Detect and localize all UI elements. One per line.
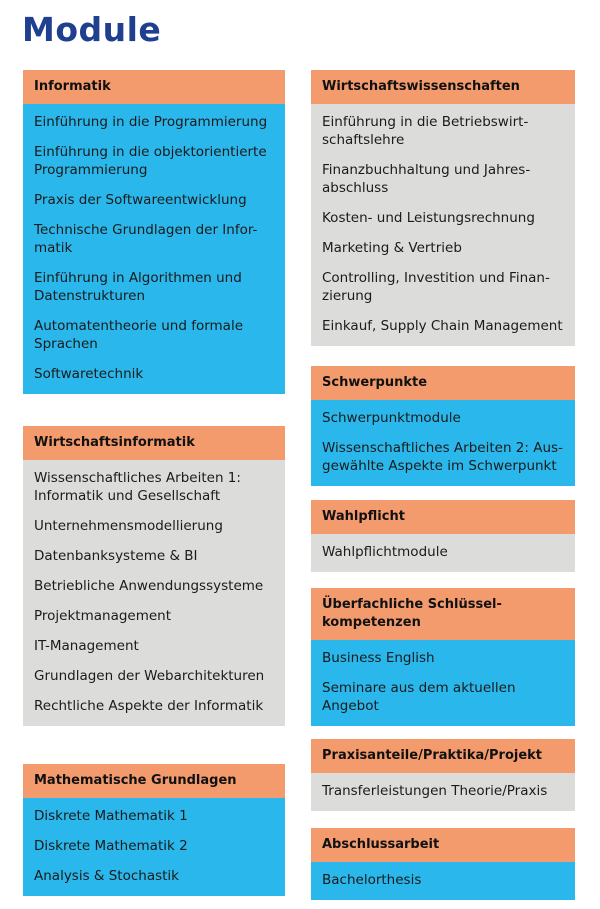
module-card-header: Praxisanteile/Praktika/Projekt <box>311 739 575 773</box>
module-item: Diskrete Mathematik 1 <box>34 808 188 824</box>
module-item: Rechtliche Aspekte der Informatik <box>34 698 264 714</box>
module-item: Unternehmensmodellierung <box>34 518 223 534</box>
module-item: Business English <box>322 650 435 666</box>
module-card-header: Schwerpunkte <box>311 366 575 400</box>
module-card-header: Abschlussarbeit <box>311 828 575 862</box>
module-card-header: Wahlpflicht <box>311 500 575 534</box>
module-item: Bachelorthesis <box>322 872 422 888</box>
module-item: Einführung in die Betriebswirt- schaftslehre <box>322 114 529 148</box>
module-item: Transferleistungen Theorie/Praxis <box>322 783 548 799</box>
module-card-praxisanteile-praktika-projekt <box>311 739 575 811</box>
module-item: Einführung in die objektorientierte Programmierung <box>34 144 267 178</box>
module-list <box>23 460 285 726</box>
module-item: Einkauf, Supply Chain Management <box>322 318 563 334</box>
module-card-mathematische-grundlagen <box>23 764 285 896</box>
module-card-header: Überfachliche Schlüssel- kompetenzen <box>311 588 575 640</box>
module-item: Grundlagen der Webarchitekturen <box>34 668 265 684</box>
module-list <box>311 104 575 346</box>
module-card-ueberfachliche-schluessel-kompetenzen <box>311 588 575 726</box>
module-item: Schwerpunktmodule <box>322 410 461 426</box>
module-item: Automatentheorie und formale Sprachen <box>34 318 244 352</box>
module-item: Wissenschaftliches Arbeiten 2: Aus- gewählte Aspekte im Schwerpunkt <box>322 440 563 474</box>
module-list <box>23 798 285 896</box>
module-item: Einführung in Algorithmen und Datenstrukturen <box>34 270 242 304</box>
module-card-header: Wirtschaftswissenschaften <box>311 70 575 104</box>
module-item: Analysis & Stochastik <box>34 868 179 884</box>
module-card-wirtschaftswissenschaften <box>311 70 575 346</box>
module-item: Controlling, Investition und Finan- zierung <box>322 270 550 304</box>
module-item: Finanzbuchhaltung und Jahres- abschluss <box>322 162 531 196</box>
module-card-header: Mathematische Grundlagen <box>23 764 285 798</box>
module-card-schwerpunkte <box>311 366 575 486</box>
module-item: Datenbanksysteme & BI <box>34 548 198 564</box>
module-item: Seminare aus dem aktuellen Angebot <box>322 680 516 714</box>
module-item: Kosten- und Leistungsrechnung <box>322 210 535 226</box>
module-list <box>311 640 575 726</box>
module-card-header: Informatik <box>23 70 285 104</box>
module-item: Betriebliche Anwendungssysteme <box>34 578 264 594</box>
module-item: Einführung in die Programmierung <box>34 114 268 130</box>
module-item: Technische Grundlagen der Infor- matik <box>34 222 258 256</box>
module-item: Projektmanagement <box>34 608 172 624</box>
module-card-header: Wirtschaftsinformatik <box>23 426 285 460</box>
module-list <box>311 400 575 486</box>
module-card-wirtschaftsinformatik <box>23 426 285 726</box>
module-card-informatik <box>23 70 285 394</box>
module-list <box>311 534 575 572</box>
module-item: IT-Management <box>34 638 139 654</box>
module-list <box>311 862 575 900</box>
page-title: Module <box>22 10 162 49</box>
module-card-wahlpflicht <box>311 500 575 572</box>
module-item: Marketing & Vertrieb <box>322 240 462 256</box>
module-item: Softwaretechnik <box>34 366 144 382</box>
module-card-abschlussarbeit <box>311 828 575 900</box>
module-item: Wissenschaftliches Arbeiten 1: Informatik und Gesellschaft <box>34 470 241 504</box>
module-item: Praxis der Softwareentwicklung <box>34 192 247 208</box>
module-item: Wahlpflichtmodule <box>322 544 448 560</box>
module-list <box>23 104 285 394</box>
module-item: Diskrete Mathematik 2 <box>34 838 188 854</box>
module-list <box>311 773 575 811</box>
